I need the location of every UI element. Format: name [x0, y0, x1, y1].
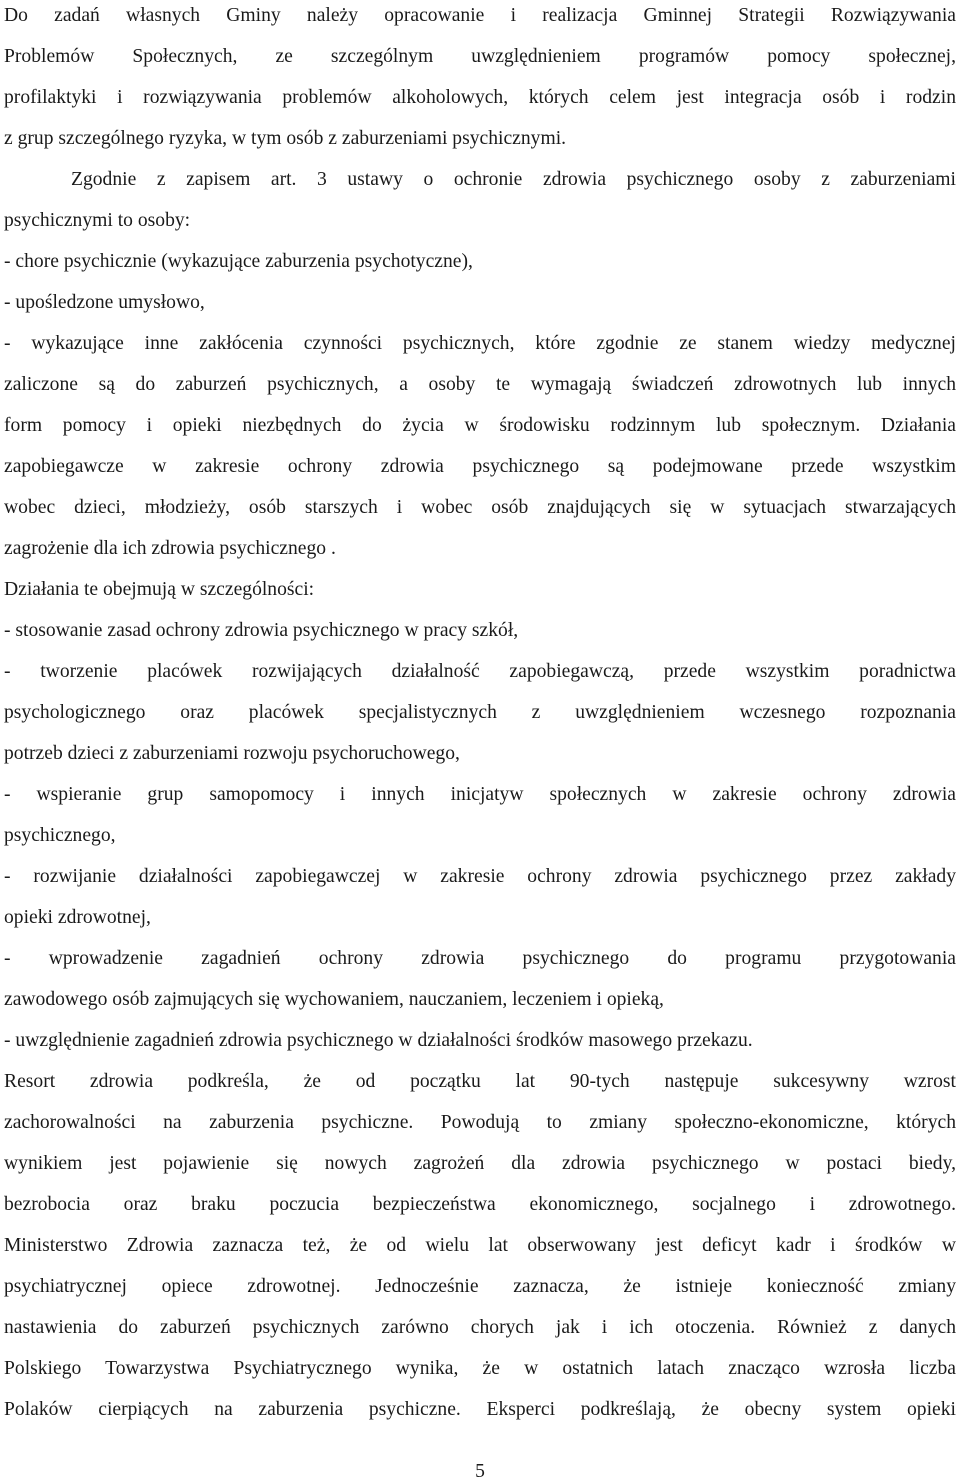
list-item: - wykazujące inne zakłócenia czynności psychicznych, które zgodnie ze stanem wiedzy medycznej — [4, 333, 956, 354]
text-line: zawodowego osób zajmujących się wychowaniem, nauczaniem, leczeniem i opieką, — [4, 989, 664, 1010]
text-line: Polskiego Towarzystwa Psychiatrycznego wynika, że w ostatnich latach znacząco wzrosła liczba — [4, 1358, 956, 1379]
list-item: - wspieranie grup samopomocy i innych inicjatyw społecznych w zakresie ochrony zdrowia — [4, 784, 956, 805]
text-line: zagrożenie dla ich zdrowia psychicznego . — [4, 538, 336, 559]
text-line: potrzeb dzieci z zaburzeniami rozwoju psychoruchowego, — [4, 743, 460, 764]
text-line: psychologicznego oraz placówek specjalistycznych z uwzględnieniem wczesnego rozpoznania — [4, 702, 956, 723]
text-line: z grup szczególnego ryzyka, w tym osób z zaburzeniami psychicznymi. — [4, 128, 567, 149]
text-line: profilaktyki i rozwiązywania problemów alkoholowych, których celem jest integracja osób i rodzin — [4, 87, 956, 108]
text-line: psychiatrycznej opiece zdrowotnej. Jednocześnie zaznacza, że istnieje konieczność zmiany — [4, 1276, 956, 1297]
list-item: - uwzględnienie zagadnień zdrowia psychicznego w działalności środków masowego przekazu. — [4, 1030, 753, 1051]
text-line: Resort zdrowia podkreśla, że od początku lat 90-tych następuje sukcesywny wzrost — [4, 1071, 956, 1092]
text-line: Do zadań własnych Gminy należy opracowanie i realizacja Gminnej Strategii Rozwiązywania — [4, 5, 956, 26]
text-line: psychicznymi to osoby: — [4, 210, 191, 231]
text-line: psychicznego, — [4, 825, 116, 846]
list-item: - upośledzone umysłowo, — [4, 292, 205, 313]
page-number: 5 — [475, 1461, 485, 1482]
text-line: nastawienia do zaburzeń psychicznych zarówno chorych jak i ich otoczenia. Również z danych — [4, 1317, 956, 1338]
text-line: zachorowalności na zaburzenia psychiczne. Powodują to zmiany społeczno-ekonomiczne, których — [4, 1112, 956, 1133]
text-line: Ministerstwo Zdrowia zaznacza też, że od wielu lat obserwowany jest deficyt kadr i środków w — [4, 1235, 956, 1256]
text-line: Działania te obejmują w szczególności: — [4, 579, 315, 600]
text-line: Problemów Społecznych, ze szczególnym uwzględnieniem programów pomocy społecznej, — [4, 46, 956, 67]
list-item: - wprowadzenie zagadnień ochrony zdrowia psychicznego do programu przygotowania — [4, 948, 956, 969]
list-item: - chore psychicznie (wykazujące zaburzenia psychotyczne), — [4, 251, 473, 272]
text-line: bezrobocia oraz braku poczucia bezpieczeństwa ekonomicznego, socjalnego i zdrowotnego. — [4, 1194, 956, 1215]
list-item: - rozwijanie działalności zapobiegawczej w zakresie ochrony zdrowia psychicznego przez zakłady — [4, 866, 956, 887]
list-item: - stosowanie zasad ochrony zdrowia psychicznego w pracy szkół, — [4, 620, 519, 641]
text-line: opieki zdrowotnej, — [4, 907, 151, 928]
text-line: wobec dzieci, młodzieży, osób starszych i wobec osób znajdujących się w sytuacjach stwarzających — [4, 497, 956, 518]
text-line: form pomocy i opieki niezbędnych do życia w środowisku rodzinnym lub społecznym. Działania — [4, 415, 956, 436]
list-item: - tworzenie placówek rozwijających działalność zapobiegawczą, przede wszystkim poradnictwa — [4, 661, 956, 682]
text-line: Zgodnie z zapisem art. 3 ustawy o ochronie zdrowia psychicznego osoby z zaburzeniami — [71, 169, 956, 190]
text-line: wynikiem jest pojawienie się nowych zagrożeń dla zdrowia psychicznego w postaci biedy, — [4, 1153, 956, 1174]
text-line: zaliczone są do zaburzeń psychicznych, a osoby te wymagają świadczeń zdrowotnych lub innych — [4, 374, 956, 395]
text-line: Polaków cierpiących na zaburzenia psychiczne. Eksperci podkreślają, że obecny system opieki — [4, 1399, 956, 1420]
text-line: zapobiegawcze w zakresie ochrony zdrowia psychicznego są podejmowane przede wszystkim — [4, 456, 956, 477]
